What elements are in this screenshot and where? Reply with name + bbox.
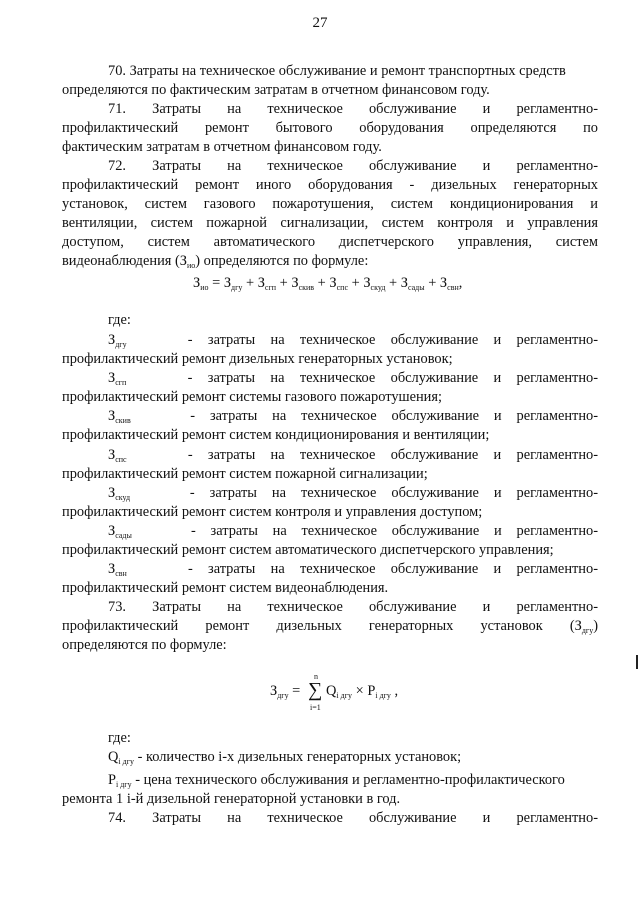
def-dgu-line-1: $З_{дгу}$ - затраты на техническое обслуживание и регламентно-: [108, 332, 599, 349]
def-sadu-line-1: $З_{сады}$ - затраты на техническое обслуживание и регламентно-: [108, 523, 599, 540]
def-skiv-line-2: профилактический ремонт систем кондиционирования и вентиляции;: [62, 427, 490, 443]
def-sgp-line-1: $З_{сгп}$ - затраты на техническое обслуживание и регламентно-: [108, 370, 599, 387]
def-skud-line-1: $З_{скуд}$ - затраты на техническое обслуживание и регламентно-: [108, 485, 598, 502]
para-73-line-1: 73. Затраты на техническое обслуживание и регламентно-: [108, 599, 598, 615]
p-definition-line-2: ремонта 1 i-й дизельной генераторной установки в год.: [62, 791, 401, 807]
def-svn-line-2: профилактический ремонт систем видеонаблюдения.: [62, 580, 389, 596]
para-71-line-2: профилактический ремонт бытового оборудования определяются по: [62, 120, 598, 136]
para-73-line-3: определяются по формуле:: [62, 637, 227, 653]
p-definition-line-1: $P_{i дгу}$ - цена технического обслуживания и регламентно-профилактического: [108, 772, 565, 789]
page-number: 27: [312, 15, 328, 31]
sum-upper-limit: n: [314, 672, 318, 681]
q-definition: $Q_{i дгу}$ - количество i-х дизельных генераторных установок;: [108, 749, 462, 766]
def-sgp-line-2: профилактический ремонт системы газового пожаротушения;: [62, 389, 443, 405]
where-label-1: где:: [108, 312, 131, 328]
para-72-line-5: доступом, систем автоматического диспетчерского управления, систем: [62, 234, 598, 250]
sum-symbol: ∑: [308, 679, 323, 701]
def-dgu-line-2: профилактический ремонт дизельных генераторных установок;: [62, 351, 453, 367]
def-sps-line-2: профилактический ремонт систем пожарной сигнализации;: [62, 466, 428, 482]
scan-edge-mark: [636, 655, 638, 669]
para-71-line-1: 71. Затраты на техническое обслуживание и регламентно-: [108, 101, 598, 117]
para-72-line-4: вентиляции, систем пожарной сигнализации, систем контроля и управления: [62, 215, 598, 231]
def-sadu-line-2: профилактический ремонт систем автоматического диспетчерского управления;: [62, 542, 554, 558]
def-skud-line-2: профилактический ремонт систем контроля и управления доступом;: [62, 504, 483, 520]
para-74-line-1: 74. Затраты на техническое обслуживание и регламентно-: [108, 810, 598, 826]
formula-dgu-lhs: $З_{дгу}$ =: [270, 683, 301, 700]
formula-dgu-rhs: $Q_{i дгу} \times P_{i дгу}$ ,: [326, 683, 399, 700]
para-72-line-6: видеонаблюдения $(З_{ио})$ определяются по формуле:: [62, 253, 369, 270]
para-70-line-1: 70. Затраты на техническое обслуживание и ремонт транспортных средств: [108, 63, 566, 79]
def-sps-line-1: $З_{спс}$ - затраты на техническое обслуживание и регламентно-: [108, 447, 599, 464]
def-skiv-line-1: $З_{скив}$ - затраты на техническое обслуживание и регламентно-: [108, 408, 599, 425]
sum-lower-limit: i=1: [310, 703, 321, 712]
para-70-line-2: определяются по фактическим затратам в отчетном финансовом году.: [62, 82, 490, 98]
formula-io: $З_{ио} = З_{дгу} + З_{сгп} + З_{скив} + З_{спс} + З_{скуд} + З_{сады} + З_{свн}$,: [193, 275, 463, 292]
para-72-line-1: 72. Затраты на техническое обслуживание и регламентно-: [108, 158, 598, 174]
para-72-line-2: профилактический ремонт иного оборудования - дизельных генераторных: [62, 177, 598, 193]
para-72-line-3: установок, систем газового пожаротушения, систем кондиционирования и: [62, 196, 598, 212]
para-73-line-2: профилактический ремонт дизельных генераторных установок $(З_{дгу})$: [62, 618, 598, 635]
para-71-line-3: фактическим затратам в отчетном финансовом году.: [62, 139, 382, 155]
def-svn-line-1: $З_{свн}$ - затраты на техническое обслуживание и регламентно-: [108, 561, 598, 578]
where-label-2: где:: [108, 730, 131, 746]
